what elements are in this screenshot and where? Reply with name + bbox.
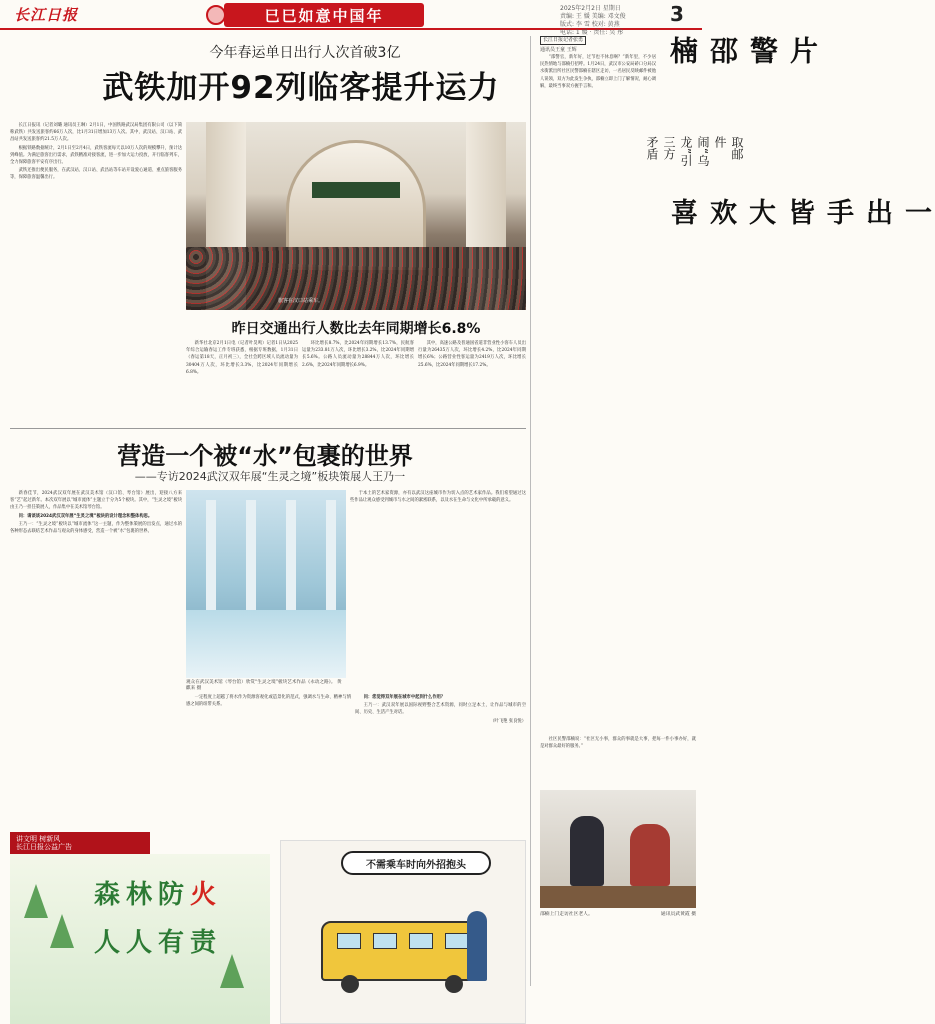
story2-body-col4: [355, 694, 526, 830]
bus-wheel: [341, 975, 359, 993]
story1-subtitle: 今年春运单日出行人次首破3亿: [209, 45, 401, 61]
side-story-body: [540, 54, 656, 734]
column-banner: [224, 3, 424, 27]
page-number: 3: [670, 2, 684, 26]
art-photo-caption: [186, 680, 346, 692]
photo-crowd: [186, 247, 526, 310]
story2-body-col3: [186, 694, 351, 830]
police-photo-caption: [540, 910, 696, 917]
ad-banner: [10, 832, 150, 854]
caption-text: 邵楠上门走访社区老人。: [540, 912, 593, 917]
photo-figure: [630, 824, 670, 886]
tree-icon: [220, 954, 244, 988]
paper-name: 长江日报: [14, 6, 79, 24]
paragraph: 其中，高速公路及普通国省道非营业性小客车人员出行量为26435万人次，环比增长4.2%，比2024年同期增长6%；公路营业性客运量为2419万人次，环比增长25.6%，比2024年同期增长17.2%。: [418, 341, 526, 368]
photo-pillar: [286, 500, 296, 620]
story2-subtitle: ——专访2024武汉双年展“生灵之境”板块策展人王乃一: [134, 470, 406, 483]
photo-pillar: [206, 500, 216, 620]
art-photo: [186, 490, 346, 678]
story2-headline: 营造一个被“水”包裹的世界: [117, 442, 413, 470]
reporter-names: 通讯员王童 王辉: [540, 47, 577, 53]
paragraph: 新春佳节，2024武汉双年展在武汉美术馆（汉口馆、琴台馆）展出，迎接八方来客“艺”起过新年。本次双年展以“城市流体”主题立于分为5个板块。其中，“生灵之境”板块由王乃一担任策展人，作品集中在美术馆琴台馆。: [10, 491, 182, 511]
paragraph: 武铁还推出便民服务，在武汉站、汉口站、武昌站等车站开设爱心通道、重点旅客服务等，保障旅客温馨出行。: [10, 168, 182, 181]
tree-icon: [50, 914, 74, 948]
paragraph: 社区民警邵楠说：“社区无小事，群众的事就是大事，把每一件小事办好，就是对群众最好的服务。”: [540, 737, 696, 750]
side-headline-main: 片警邵楠: [666, 36, 819, 65]
forest-ad-line2: 人人有责: [94, 928, 223, 958]
byline: （叶飞艳 张良悦）: [490, 718, 526, 724]
story2-body-col1: [10, 490, 182, 830]
section-divider: [10, 428, 526, 429]
story1b-headline: 昨日交通出行人数比去年同期增长6.8%: [231, 321, 481, 337]
pub-info-line: 版式: 李 雪 校对: 黄燕: [560, 21, 620, 28]
column-divider: [530, 36, 531, 986]
question: 问：您觉得双年展在城市中起到什么作用？: [363, 695, 446, 700]
paragraph: 根据铁路数据统计，2月1日至2月4日，武铁客流每天以10万人次的规模攀升，预计达到峰值。为满足旅客出行需求，武铁精准对接客流，进一步加大运力投放，开行临客列车，全力保障旅客平安有序出行。: [10, 145, 182, 166]
paragraph: 新华社北京2月1日电（记者叶昊鸣）记者1日从2025年综合运输春运工作专班获悉，根据专班数据，1月31日（春运第18天，正月初三），全社会跨区域人员流动量为30404万人次，环比增长3.3%，比2024年同期增长6.8%。: [186, 341, 298, 375]
flower-icon: [206, 5, 226, 25]
bus-wheel: [445, 975, 463, 993]
story1b-body-col1: [186, 340, 298, 424]
caption-text: 观众在武汉美术馆（琴台馆）欣赏“生灵之境”板块艺术作品《永动之路》。: [186, 680, 336, 685]
bus-ad-slogan: 不需乘车时向外招抱头: [341, 851, 491, 875]
photo-pillar: [246, 500, 256, 620]
publication-info: [560, 5, 660, 37]
pub-info-line: 电话: 1 媛 · 责任: 吴 彤: [560, 29, 624, 36]
side-headline-end: 一出手皆大欢喜: [666, 198, 931, 226]
ad-banner-sub: 长江日报公益广告: [16, 843, 72, 851]
paragraph: “邵警官，新年好，过节也不休息啊？”新年里，不少居民热情地与邵楠打招呼。1月24日，武汉市公安局硚口分局汉水街派出所社区民警邵楠在辖区走访，一名居民反映邮件被他人误领，双方为此发生争执，邵楠立即上门了解情况，耐心调解，最终当事双方握手言和。: [540, 55, 657, 89]
story1b-body-col2: [302, 340, 414, 424]
tree-icon: [24, 884, 48, 918]
photo-sign: [312, 182, 400, 198]
paragraph: 于本土的艺术家资源，亦有以武汉这座城市作为切入点的艺术家作品。我们希望通过这些作品让观众感受到城市与水之间的紧密联系，以及水在生命与文化中所承载的意义。: [350, 491, 526, 504]
column-title: 巳巳如意中国年: [264, 6, 384, 25]
forest-ad-line1-a: 森林防: [94, 880, 191, 910]
question: 问：请谈谈2024武汉双年展“生灵之境”板块的设计理念和整体构思。: [18, 513, 153, 519]
side-headline-mid: 取邮件闹“乌龙”引三方矛盾: [645, 136, 744, 167]
story1-body: [10, 122, 182, 422]
bus-window: [409, 933, 433, 949]
ad-banner-title: 讲文明 树新风: [16, 835, 61, 843]
masthead: [0, 0, 702, 36]
photo-pillar: [326, 500, 336, 620]
story1-headline: 武铁加开92列临客提升运力: [102, 70, 500, 106]
person-icon: [467, 911, 487, 981]
caption-byline: 通讯员武黄霞 摄: [660, 912, 696, 917]
station-photo: [186, 122, 526, 310]
bus-window: [337, 933, 361, 949]
forest-ad-line1: [94, 874, 222, 911]
photo-table: [540, 886, 696, 908]
story2-body-col2: [350, 490, 526, 680]
side-story-credits: [540, 36, 650, 54]
bus-safety-ad: [280, 840, 526, 1024]
pub-info-line: 2025年2月2日 星期日: [560, 5, 621, 12]
photo-figure: [570, 816, 604, 886]
paragraph: 长江日报讯（记者刘璐 通讯员王琳）2月1日，中国铁路武汉局集团有限公司（以下简称武铁）共发送旅客约66万人次，比1月31日增加13万人次。其中，武汉站、汉口站、武昌站共发送旅客约21.5万人次。: [10, 123, 182, 143]
bus-window: [373, 933, 397, 949]
side-story-body-end: [540, 736, 696, 786]
reporter-tag: 长江日报记者张勇: [540, 36, 586, 45]
story1b-body-col3: [418, 340, 526, 424]
photo-pool: [186, 610, 346, 678]
caption-byline: 黄麒来 摄: [186, 680, 342, 691]
forest-fire-ad: [10, 854, 270, 1024]
forest-ad-fire: 火: [190, 880, 223, 910]
paragraph: 王乃一：“生灵之境”板块以“城市流体”这一主题，作为整体策展的出发点，通过水的各种形态去联结艺术作品与观众的身体感受，营造一个被“水”包裹的世界。: [10, 521, 182, 535]
paragraph: 环比增长8.7%，比2024年同期增长13.7%，民航客运量为233.81万人次，环比增长3.2%，比2024年同期增长5.6%。公路人员流动量为28844万人次，环比增长2.6%，比2024年同期增长6.9%。: [302, 341, 414, 368]
bus-icon: [321, 921, 481, 981]
bus-window: [445, 933, 469, 949]
paragraph: 王乃一：武汉双年展以国际视野整合艺术资源，同时立足本土，让作品与城市的空间、历史、生活产生对话。: [355, 703, 526, 716]
police-photo: [540, 790, 696, 908]
paragraph: 一定程度上超越了将水作为资源客观化或造景化的范式，强调水与生命、精神与情感之间的纽带关系。: [186, 695, 351, 708]
pub-info-line: 责编: 王 媛 美编: 邓文俊: [560, 13, 626, 20]
photo-caption: 旅客在汉口站乘车。: [278, 298, 324, 304]
